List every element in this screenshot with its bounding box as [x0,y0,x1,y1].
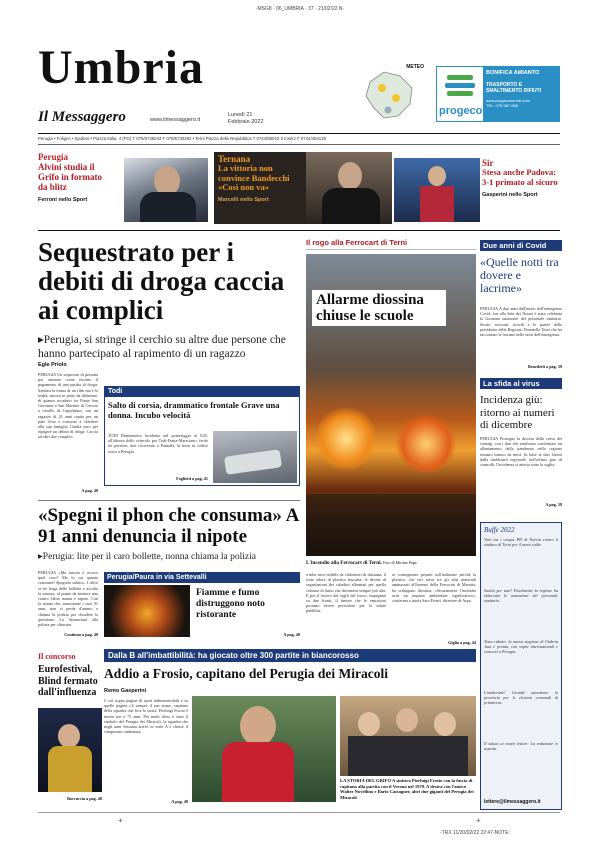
covid-headline[interactable]: «Quelle notti tra dovere e lacrime» [480,255,559,295]
lead-headline[interactable]: Sequestrato per i debiti di droga caccia ai complici [38,237,285,325]
todi-label: Todi [105,387,299,397]
frosio-friends-photo [340,696,476,776]
teaser-section: Sir [482,158,494,168]
paper-logo: Il Messaggero [38,109,126,125]
divider [38,812,560,813]
volley-photo [394,158,480,222]
covid-ref[interactable]: Benedetti a pag. 39 [528,364,562,369]
terni-ref[interactable]: Giglia a pag. 44 [448,640,476,645]
teaser-section: Ternana [218,154,251,164]
lead-deck: ▸Perugia, si stringe il cerchio su altre due persone che hanno partecipato al rapimento di un ragazzo [38,334,286,360]
sport-byline: Remo Gasperini [104,688,147,694]
ad-brand: progeco [439,105,483,117]
print-footer: -TRX 11/20/02/22 22:47-NOTE: [440,830,510,836]
teaser-perugia[interactable] [38,152,208,224]
teaser-title: La vittoria non convince Bandecchi «Così non va» [218,163,290,192]
ad-phone: TEL. 075 987 088 [486,103,518,108]
address-line: Perugia • Foligno • Spoleto • Piazza Italia, 4 (PG) T 075/5736043 F 075/5730282 • Terni Piazza della Repubblica T 0744/58042-3 Inserz F 0744/404126 [38,136,326,141]
phon-body: PERUGIA «Ma ancora è acceso quel coso? Ma lo sai quanto consuma? Spegnilo subito». L'altro se ne frega delle bollette e ascolta la musica, al punto da mettere una contro l'altro nonna e nipote. Con la nonna che, nonostante i suoi 91 anni, non si perde d'animo e chiama la polizia per chiudere la questione. La 'denunciata' alla polizia per chiusura. [38,570,98,628]
phon-deck: ▸Perugia: lite per il caro bollette, nonna chiama la polizia [38,552,256,562]
letter-item: L'umbertide! Grande attenzione in provincia per le elezioni comunali di primavera. [484,690,558,706]
sport-bar: Dalla B all'imbattibilità: ha giocato oltre 300 partite in biancorosso [104,649,476,662]
settevalli-ref[interactable]: A pag. 40 [283,632,300,637]
divider [38,144,560,145]
letters-email[interactable]: lettere@ilmessaggero.it [484,799,541,805]
concorso-label: Il concorso [38,652,76,661]
sport-body: C osì sogna pagine di sport indimenticabili e su quelle pagine c'è sempre il suo nome, capitano della squadra che fece la storia. Pierluigi Frosio è morto ieri a 73 anni. Per molti tifosi è stato il simbolo del Perugia dei Miracoli, la squadra che negli anni Settanta arrivò in serie A e chiuse il campionato imbattuta. [104,698,188,735]
print-slug: ·MSG8 · 06_UMBRIA · 37 · 21/02/22 N· [255,6,345,12]
meteo-label: METEO [406,64,424,70]
terni-body-col2: re conseguente pesanti sull'ambiente perché la plastica, che ieri stava tra gli altri materiali ammassati all'interno della Ferrocart di Maratta, ha sviluppato diossina. «Sicuramente l'incendio avrà un impatto ambientale significativo», conferma a tutela Sara Fronti, direttore di Arpa. [392,572,476,604]
concorso-ref[interactable]: Boccuccia a pag. 40 [67,796,102,801]
lead-ref[interactable]: A pag. 40 [81,488,98,493]
letters-box [480,522,562,810]
sport-headline[interactable]: Addio a Frosio, capitano del Perugia dei Miracoli [104,666,388,681]
ad-web: www.progecoservizi.com [486,98,531,103]
virus-ref[interactable]: A pag. 39 [545,502,562,507]
frosio-captain-photo [192,696,336,802]
todi-ref[interactable]: Foglietti a pag. 41 [176,476,208,481]
terni-kicker: Il rogo alla Ferrocart di Terni [306,238,408,247]
sport-ref[interactable]: A pag. 49 [171,799,188,804]
settevalli-box[interactable] [104,572,300,642]
progeco-logo-icon [437,67,483,107]
crop-mark-icon: + [118,816,123,825]
crash-photo [213,431,297,483]
lead-body: PERUGIA Un sequestro di persona per ottenere come riscatto il pagamento di una partita di droga. Sembra la trama di un film ma è la realtà, ancora in parte da delineare, di quanto accaduto tra Ponte San Giovanni e San Martino di Cerreto a cavallo di Capodanno, con un ragazzo di 21 anni rapito per un paio d'ore e costretto a chiedere alla sua famiglia 12mila euro per ripagare un debito di droga. Caccia ad altri due complici. [38,372,98,440]
concorso-headline: Eurofestival, Blind fermato dall'influenza [38,664,98,698]
virus-headline[interactable]: Incidenza giù: ritorno ai numeri di dicembre [480,394,555,431]
letters-label: Buffe 2022 [484,526,515,534]
teaser-ref: Gasperini nello Sport [482,192,538,198]
singer-photo [38,708,102,792]
teaser-title: Alvini studia il Grifo in formato da blitz [38,162,102,192]
divider [38,133,560,134]
teaser-ref: Ferroni nello Sport [38,197,88,203]
terni-kicker-bar [306,238,476,250]
covid-label: Due anni di Covid [480,240,562,251]
settevalli-headline: Fiamme e fumo distruggono noto ristorante [196,588,265,620]
sport-caption: LA STORIA DEL GRIFO A sinistra Pierluigi Frosio con la fascia di capitano alla partita con il Verona nel 1979. A destra con l'amico Walter Novellino e Ilario Castagner, altri due giganti del Perugia dei Miracoli [340,778,474,800]
todi-body: TODI Drammatico incidente nel pomeriggio in E45, all'altezza dello svincolo per Todi-Fratta-Marsciano: ferite tre persone, due ricoverate a Pantalla, la terza in codice rosso a Perugia. [108,433,208,454]
concorso-box[interactable] [38,652,102,807]
teaser-section: Perugia [38,152,68,162]
umbria-map-icon [356,66,426,124]
terni-body-col1: a mbe nera visibile da chilometri di distanza, il forte odore di plastica bruciata, le decine di segnalazioni dei cittadini allarmati per quella colonna di fumo che diventava sempre più alta. E poi il lavoro dei vigili del fuoco, impegnati su due fronti, il timore che le emissioni possano essere pericolose per la salute pubblica. [306,572,386,614]
weather-map [356,66,426,124]
site-url: www.ilmessaggero.it [150,117,201,123]
terni-caption: L'incendio alla Ferrocart di Terni. Foto di Mirimo Papa [306,560,417,566]
letter-item: Voto tra i cinque PD di Norcia contro il sindaco di Terni per il tanto caldo [484,537,558,548]
ad-line2: TRASPORTO E SMALTIMENTO RIFIUTI [486,82,542,94]
teaser-title: Stesa anche Padova: 3-1 primato al sicuro [482,167,558,187]
teaser-sir[interactable] [390,152,560,224]
settevalli-bar: Perugia/Paura in via Settevalli [104,572,300,583]
progeco-ad[interactable] [436,66,560,122]
coach-photo [124,158,208,222]
virus-label: La sfida al virus [480,378,562,389]
letter-item: Sanità per tutti! Finalmente la regione ha sbloccato le assunzioni del personale sanitario. [484,588,558,604]
phon-ref[interactable]: Continua a pag. 40 [64,632,98,637]
teaser-ternana[interactable] [214,152,392,224]
terni-headline[interactable]: Allarme diossina chiuse le scuole [312,290,446,326]
divider [38,230,560,231]
letter-item: Testo ridotto: la nuova stagione di Umbria Jazz è pronta, con ospiti internazionali e concerti a Perugia. [484,639,558,655]
phon-headline[interactable]: «Spegni il phon che consuma» A 91 anni denuncia il nipote [38,505,299,547]
teaser-ref: Marcelli nello Sport [218,196,269,203]
lead-byline: Egle Priolo [38,362,67,368]
divider [38,500,300,501]
crop-mark-icon: + [476,816,481,825]
fire-photo [104,585,190,637]
todi-box[interactable] [104,386,300,486]
virus-body: PERUGIA Prosegue la discesa della curva dei contagi, con i dati che sembrano confermare un allentamento della pandemia nella regione rimasto bianco da mesi. In base ai dati forniti dalla dashboard regionale, nell'ultimo giro di controlli, l'incidenza si attesta sotto la soglia. [480,436,562,468]
issue-date: Lunedì 21 Febbraio 2022 [228,112,264,125]
ad-line1: BONIFICA AMIANTO [486,70,540,76]
president-photo [306,152,392,224]
letter-item: Il saluto ai nostri lettori: La redazione vi aspetta. [484,741,558,752]
todi-headline: Salto di corsia, drammatico frontale Grave una donna. Incubo velocità [108,400,280,420]
masthead-title: Umbria [38,41,204,94]
covid-body: PERUGIA A due anni dall'inizio dell'emergenza Covid, ieri alla Sala dei Notari è stata celebrata la Giornata nazionale del personale sanitario. Storie, racconti, ricordi e le parole della presidente della Regione, Donatella Tesei che ha raccontato le lacrime nelle notti dell'emergenza. [480,306,562,338]
